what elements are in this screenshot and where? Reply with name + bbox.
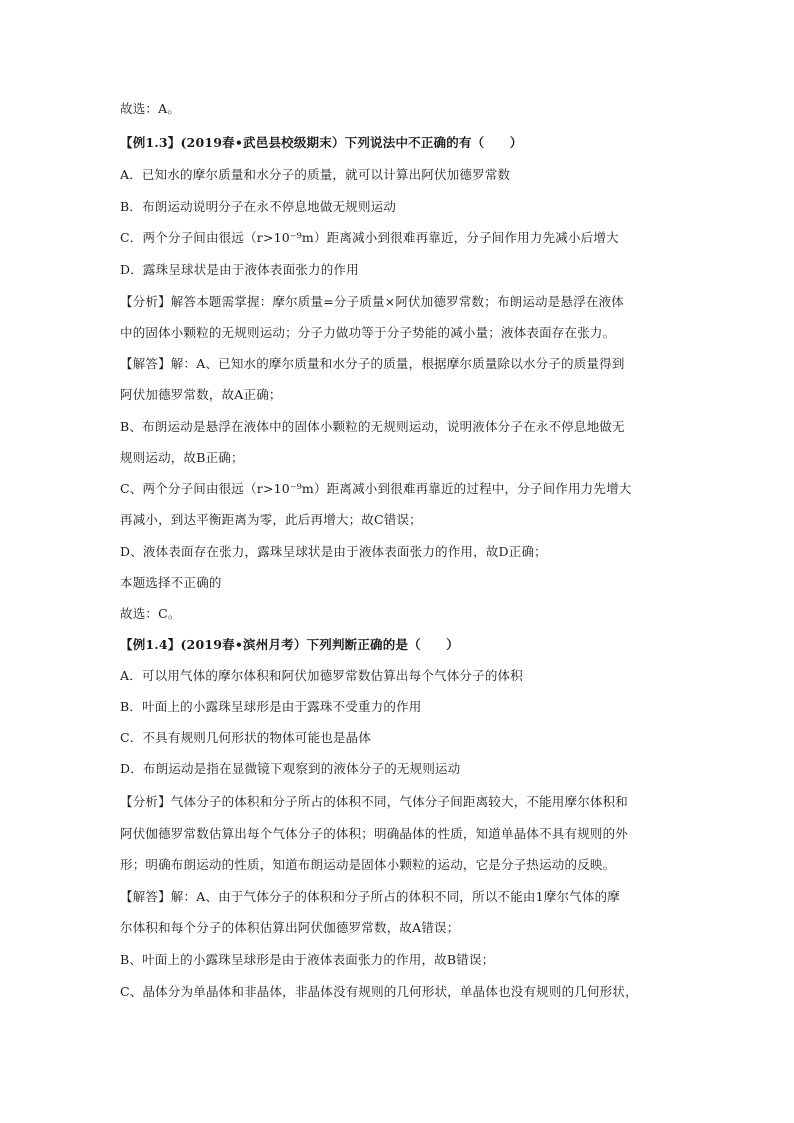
- analysis-line: 【分析】气体分子的体积和分子所占的体积不同，气体分子间距离较大，不能用摩尔体积和: [120, 794, 629, 809]
- solution-line: 【解答】解：A、由于气体分子的体积和分子所占的体积不同，所以不能由1摩尔气体的摩: [120, 889, 620, 904]
- analysis-line: 阿伏伽德罗常数估算出每个气体分子的体积；明确晶体的性质，知道单晶体不具有规则的外: [120, 826, 629, 841]
- solution-line: 规则运动，故B正确；: [120, 450, 244, 465]
- analysis-line: 【分析】解答本题需掌握：摩尔质量=分子质量×阿伏加德罗常数；布朗运动是悬浮在液体: [120, 294, 624, 309]
- option-b: B．布朗运动说明分子在永不停息地做无规则运动: [120, 199, 397, 214]
- analysis-line: 形；明确布朗运动的性质，知道布朗运动是固体小颗粒的运动，它是分子热运动的反映。: [120, 857, 616, 872]
- solution-line: C、两个分子间由很远（r>10⁻⁹m）距离减小到很难再靠近的过程中，分子间作用力先增大: [120, 481, 632, 496]
- option-c: C．不具有规则几何形状的物体可能也是晶体: [120, 730, 372, 745]
- option-b: B．叶面上的小露珠呈球形是由于露珠不受重力的作用: [120, 699, 422, 714]
- answer-line: 故选：A。: [120, 101, 181, 116]
- solution-line: 【解答】解：A、已知水的摩尔质量和水分子的质量，根据摩尔质量除以水分子的质量得到: [120, 356, 625, 371]
- solution-line: 尔体积和每个分子的体积估算出阿伏伽德罗常数，故A错误；: [120, 920, 460, 935]
- option-d: D．布朗运动是指在显微镜下观察到的液体分子的无规则运动: [120, 761, 461, 776]
- solution-line: B、布朗运动是悬浮在液体中的固体小颗粒的无规则运动，说明液体分子在永不停息地做无: [120, 419, 625, 434]
- solution-line: 再减小，到达平衡距离为零，此后再增大；故C错误；: [120, 512, 422, 527]
- solution-line: B、叶面上的小露珠呈球形是由于液体表面张力的作用，故B错误；: [120, 952, 495, 967]
- analysis-line: 中的固体小颗粒的无规则运动；分子力做功等于分子势能的减小量；液体表面存在张力。: [120, 325, 616, 340]
- solution-line: C、晶体分为单晶体和非晶体，非晶体没有规则的几何形状，单晶体也没有规则的几何形状，: [120, 984, 638, 999]
- option-a: A．已知水的摩尔质量和水分子的质量，就可以计算出阿伏加德罗常数: [120, 167, 511, 182]
- answer-line: 故选：C。: [120, 606, 181, 621]
- note-line: 本题选择不正确的: [120, 575, 222, 590]
- option-c: C．两个分子间由很远（r>10⁻⁹m）距离减小到很难再靠近，分子间作用力先减小后增大: [120, 230, 619, 245]
- example-1-4-title: 【例1.4】(2019春•滨州月考）下列判断正确的是（ ）: [120, 637, 459, 652]
- option-a: A．可以用气体的摩尔体积和阿伏加德罗常数估算出每个气体分子的体积: [120, 668, 523, 683]
- example-1-3-title: 【例1.3】(2019春•武邑县校级期末）下列说法中不正确的有（ ）: [120, 135, 523, 150]
- solution-line: D、液体表面存在张力，露珠呈球状是由于液体表面张力的作用，故D正确；: [120, 544, 547, 559]
- option-d: D．露珠呈球状是由于液体表面张力的作用: [120, 262, 359, 277]
- solution-line: 阿伏加德罗常数，故A正确；: [120, 387, 282, 402]
